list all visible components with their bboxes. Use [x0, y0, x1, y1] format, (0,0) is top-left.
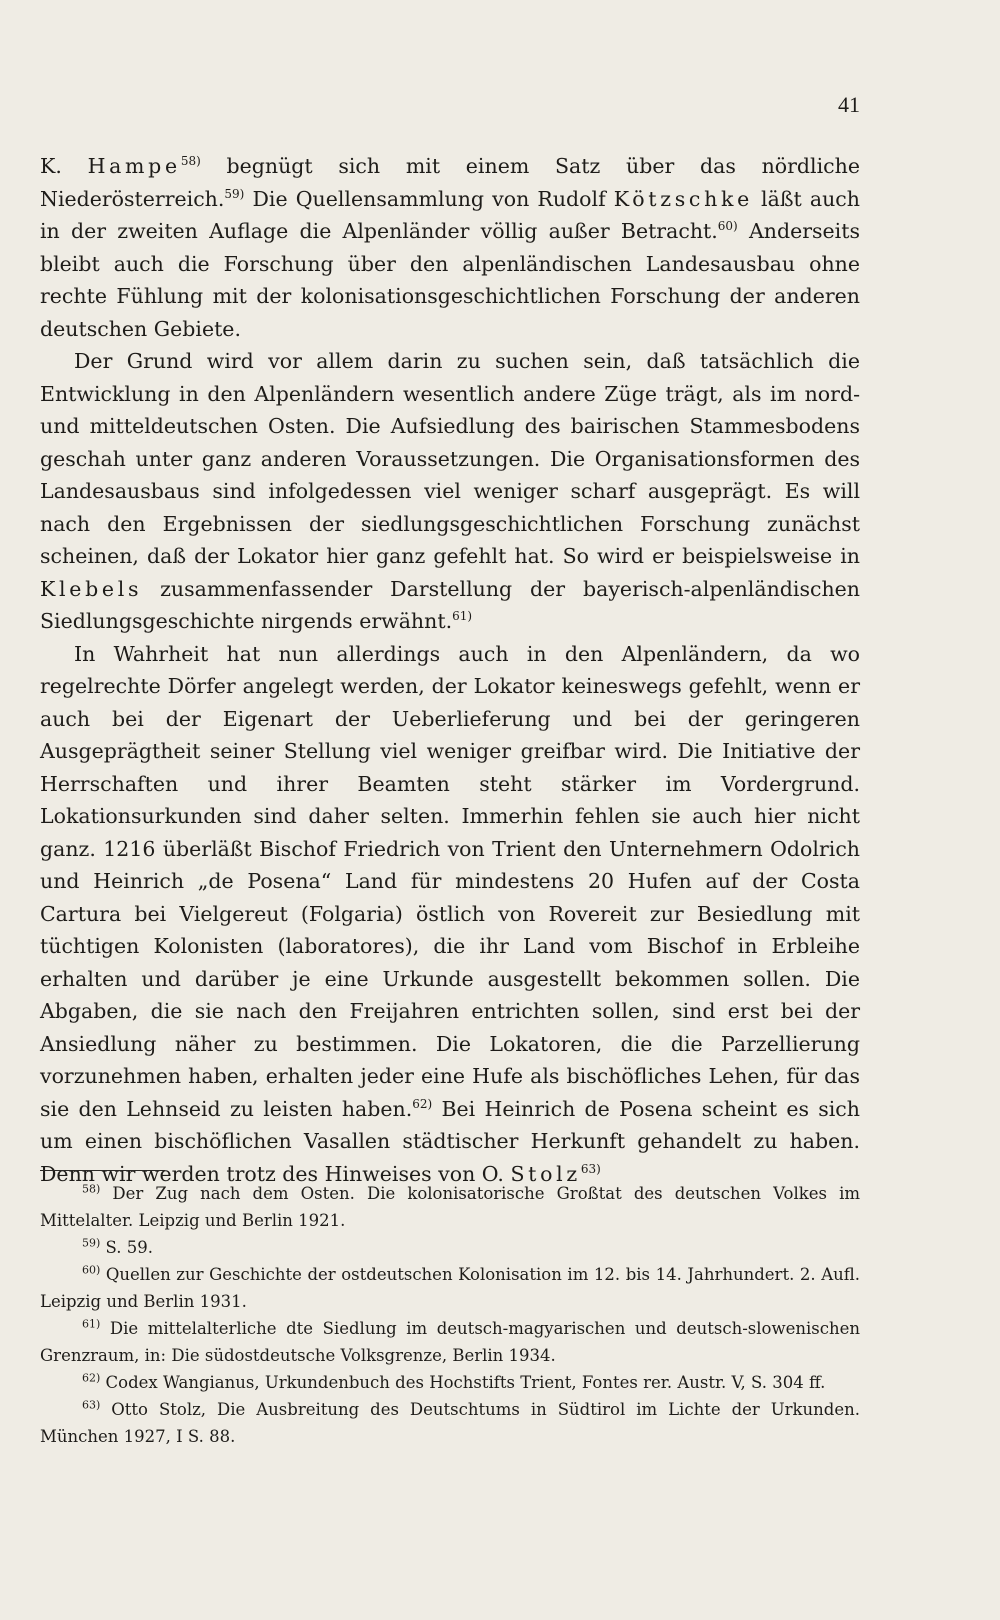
- footnote-text: Die mittelalterliche dte Siedlung im deutsch-magyarischen und deutsch-slowenischen Grenzraum, in: Die südostdeutsche Volksgrenze, Berlin 1934.: [40, 1319, 860, 1365]
- footnote-61: [40, 1315, 860, 1369]
- footnote-text: Quellen zur Geschichte der ostdeutschen Kolonisation im 12. bis 14. Jahrhundert. 2. Aufl. Leipzig und Berlin 1931.: [40, 1265, 860, 1311]
- text-run: In Wahrheit hat nun allerdings auch in den Alpenländern, da wo regelrechte Dörfer angelegt werden, der Lokator keineswegs gefehlt, wenn er auch bei der Eigenart der Ueberlieferung und bei der geringeren Ausgeprägtheit seiner Stellung viel weniger greifbar wird. Die Initiative der Herrschaften und ihrer Beamten steht stärker im Vordergrund. Lokationsurkunden sind daher selten. Immerhin fehlen sie auch hier nicht ganz. 1216 überläßt Bischof Friedrich von Trient den Unternehmern Odolrich und Heinrich „de Posena“ Land für mindestens 20 Hufen auf der Costa Cartura bei Vielgereut (Folgaria) östlich von Rovereit zur Besiedlung mit tüchtigen Kolonisten (laboratores), die ihr Land vom Bischof in Erbleihe erhalten und darüber je eine Urkunde ausgestellt bekommen sollen. Die Abgaben, die sie nach den Freijahren entrichten sollen, sind erst bei der Ansiedlung näher zu bestimmen. Die Lokatoren, die die Parzellierung vorzunehmen haben, erhalten jeder eine Hufe als bischöfliches Lehen, für das sie den Lehnseid zu leisten haben.: [40, 641, 860, 1121]
- author-name: Stolz: [510, 1161, 581, 1186]
- text-run: K.: [40, 154, 88, 178]
- footnotes: [40, 1180, 860, 1450]
- footnote-text: S. 59.: [100, 1238, 153, 1257]
- text-run: zusammenfassender Darstellung der bayerisch-alpenländischen Siedlungsgeschichte nirgends erwähnt.: [40, 576, 860, 633]
- footnote-ref[interactable]: 58): [180, 154, 201, 169]
- footnote-59: [40, 1234, 860, 1261]
- footnote-ref[interactable]: 60): [717, 219, 738, 234]
- footnote-ref[interactable]: 62): [412, 1096, 433, 1111]
- author-name: Kötzschke: [613, 186, 753, 211]
- footnote-ref[interactable]: 61): [452, 609, 473, 624]
- footnote-62: [40, 1369, 860, 1396]
- footnote-divider: [40, 1170, 165, 1171]
- author-name: Hampe: [87, 154, 181, 178]
- paragraph-3: [40, 638, 860, 1191]
- footnote-ref[interactable]: 63): [580, 1161, 601, 1176]
- text-run: läßt auch in der zweiten Auflage die Alpenländer völlig außer Betracht.: [40, 186, 860, 243]
- text-run: Anderseits bleibt auch die Forschung über den alpenländischen Landesausbau ohne rechte Fühlung mit der kolonisationsgeschichtlichen Forschung der anderen deutschen Gebiete.: [40, 219, 860, 341]
- footnote-mark: 58): [82, 1182, 101, 1196]
- footnote-58: [40, 1180, 860, 1234]
- page-number: 41: [838, 92, 860, 117]
- text-run: Die Quellensammlung von Rudolf: [244, 186, 614, 211]
- footnote-ref[interactable]: 59): [224, 186, 245, 201]
- footnote-text: Otto Stolz, Die Ausbreitung des Deutschtums in Südtirol im Lichte der Urkunden. München 1927, I S. 88.: [40, 1400, 860, 1446]
- footnote-60: [40, 1261, 860, 1315]
- text-run: Bei Heinrich de Posena scheint es sich um einen bischöflichen Vasallen städtischer Herkunft gehandelt zu haben. Denn wir werden trotz des Hinweises von O.: [40, 1096, 860, 1186]
- footnote-mark: 61): [82, 1317, 101, 1331]
- text-run: Der Grund wird vor allem darin zu suchen sein, daß tatsächlich die Entwicklung in den Alpenländern wesentlich andere Züge trägt, als im nord- und mitteldeutschen Osten. Die Aufsiedlung des bairischen Stammesbodens geschah unter ganz anderen Voraussetzungen. Die Organisationsformen des Landesausbaus sind infolgedessen viel weniger scharf ausgeprägt. Es will nach den Ergebnissen der siedlungsgeschichtlichen Forschung zunächst scheinen, daß der Lokator hier ganz gefehlt hat. So wird er beispielsweise in: [40, 349, 860, 568]
- footnote-text: Codex Wangianus, Urkundenbuch des Hochstifts Trient, Fontes rer. Austr. V, S. 304 ff.: [100, 1373, 826, 1392]
- footnote-text: Der Zug nach dem Osten. Die kolonisatorische Großtat des deutschen Volkes im Mittelalter. Leipzig und Berlin 1921.: [40, 1184, 860, 1230]
- text-run: begnügt sich mit einem Satz über das nördliche Niederösterreich.: [40, 154, 860, 211]
- footnote-63: [40, 1396, 860, 1450]
- footnote-mark: 63): [82, 1398, 101, 1412]
- body-text: [40, 150, 860, 1190]
- author-name: Klebels: [40, 576, 143, 601]
- paragraph-2: [40, 345, 860, 638]
- footnote-mark: 62): [82, 1371, 101, 1385]
- footnote-mark: 60): [82, 1263, 101, 1277]
- footnote-mark: 59): [82, 1236, 101, 1250]
- paragraph-1: [40, 150, 860, 345]
